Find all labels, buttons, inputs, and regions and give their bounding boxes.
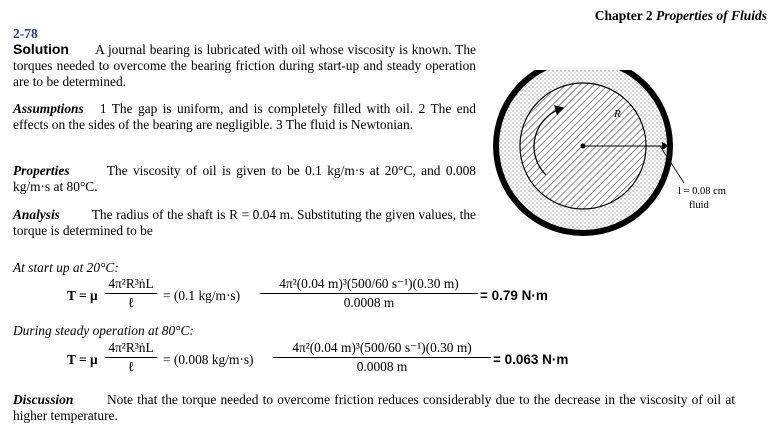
assumptions-label: Assumptions	[13, 101, 84, 116]
properties-paragraph	[13, 163, 476, 195]
solution-text: A journal bearing is lubricated with oil whose viscosity is known. The torques needed to overcome the bearing friction during start-up and steady operation are to be determined.	[13, 42, 476, 89]
case2-viscosity: = (0.008 kg/m·s)	[163, 352, 254, 367]
case2-values-denominator: 0.0008 m	[356, 359, 408, 374]
chapter-header	[595, 8, 767, 24]
case2-values-numerator: 4π²(0.04 m)³(500/60 s⁻¹)(0.30 m)	[292, 340, 472, 355]
chapter-subject: Properties of Fluids	[655, 8, 767, 23]
case2-formula-fraction	[105, 340, 157, 375]
case1-formula-numerator: 4π²R³ṅL	[108, 276, 154, 291]
assumptions-text: 1 The gap is uniform, and is completely filled with oil. 2 The end effects on the sides of the bearing are negligible. 3 The fluid is Newtonian.	[13, 101, 476, 132]
case1-formula-bar	[105, 293, 157, 294]
case1-heading: At start up at 20°C:	[13, 260, 119, 275]
solution-label: Solution	[13, 41, 69, 57]
discussion-paragraph	[13, 392, 735, 424]
properties-label: Properties	[13, 163, 70, 178]
case1-viscosity: = (0.1 kg/m·s)	[163, 288, 241, 303]
case2-values-bar	[273, 357, 491, 358]
solution-paragraph	[13, 41, 476, 90]
case1-formula-fraction	[105, 276, 157, 311]
discussion-text: Note that the torque needed to overcome friction reduces considerably due to the decrease in the viscosity of oil at higher temperature.	[13, 392, 736, 423]
analysis-label: Analysis	[13, 207, 60, 222]
gap-label: l = 0.08 cm	[678, 186, 726, 197]
journal-bearing-figure	[488, 70, 728, 250]
case2-formula-denominator: ℓ	[127, 359, 135, 374]
case1-values-denominator: 0.0008 m	[343, 295, 395, 310]
fluid-label: fluid	[689, 200, 709, 211]
analysis-paragraph	[13, 207, 476, 239]
case1-equation	[67, 276, 587, 316]
chapter-number: Chapter 2	[594, 8, 653, 23]
discussion-label: Discussion	[13, 392, 74, 407]
case1-values-numerator: 4π²(0.04 m)³(500/60 s⁻¹)(0.30 m)	[279, 276, 459, 291]
radius-label: R	[614, 108, 621, 120]
case2-formula-numerator: 4π²R³ṅL	[108, 340, 154, 355]
case2-formula-bar	[105, 357, 157, 358]
case1-lhs: T = μ	[67, 288, 98, 303]
case2-lhs: T = μ	[67, 352, 98, 367]
problem-number: 2-78	[13, 26, 38, 41]
case2-values-fraction	[273, 340, 491, 375]
case1-values-fraction	[260, 276, 478, 311]
case2-equation	[67, 340, 607, 380]
case2-result: = 0.063 N·m	[493, 352, 569, 367]
case2-heading: During steady operation at 80°C:	[13, 323, 194, 338]
analysis-text: The radius of the shaft is R = 0.04 m. Substituting the given values, the torque is determined to be	[13, 207, 477, 238]
case1-result: = 0.79 N·m	[480, 288, 548, 303]
case1-formula-denominator: ℓ	[127, 295, 135, 310]
properties-text: The viscosity of oil is given to be 0.1 kg/m·s at 20°C, and 0.008 kg/m·s at 80°C.	[13, 163, 476, 194]
case1-values-bar	[260, 293, 478, 294]
assumptions-paragraph	[13, 101, 476, 133]
